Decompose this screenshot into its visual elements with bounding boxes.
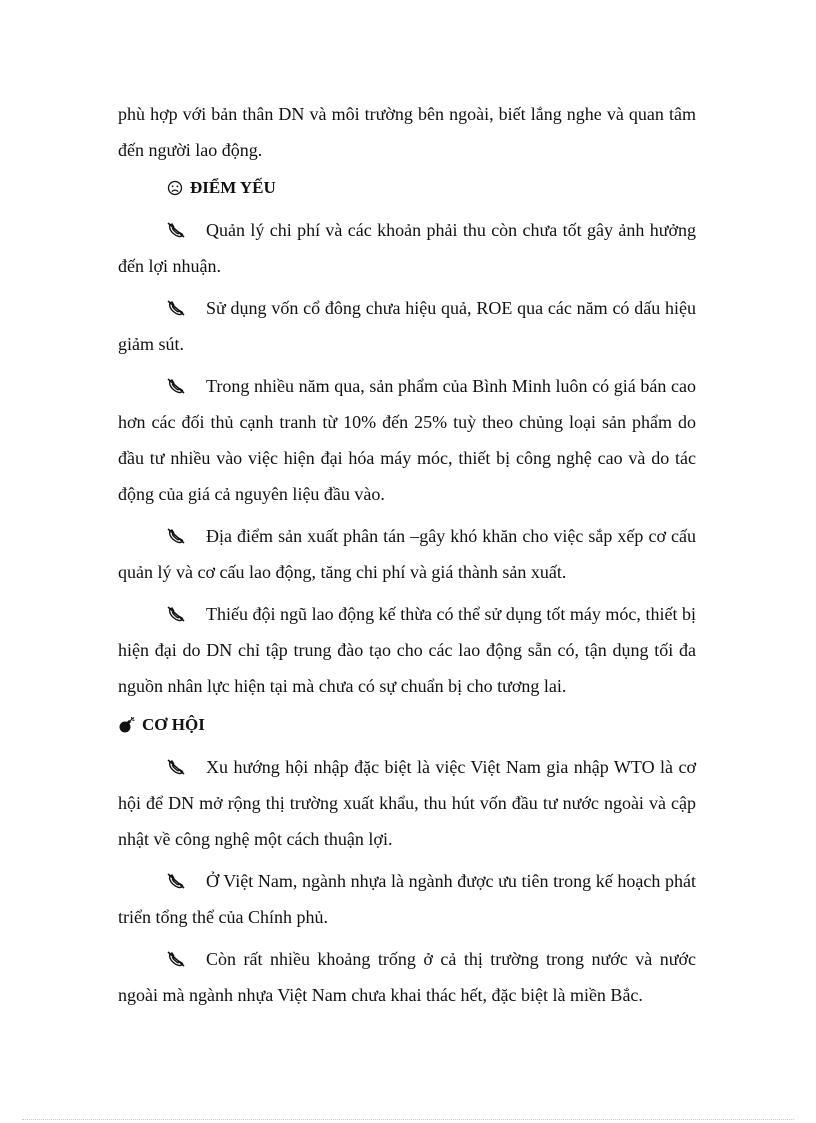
weakness-item — [118, 368, 696, 512]
weaknesses-title: ĐIỂM YẾU — [190, 178, 276, 197]
weakness-text: Trong nhiều năm qua, sản phẩm của Bình Minh luôn có giá bán cao hơn các đối thủ cạnh tranh từ 10% đến 25% tuỳ theo chủng loại sản phẩm do đầu tư nhiều vào việc hiện đại hóa máy móc, thiết bị công nghệ cao và do tác động của giá cả nguyên liệu đầu vào. — [118, 376, 696, 504]
weaknesses-heading — [118, 170, 696, 206]
slashed-telephone-icon — [166, 866, 186, 884]
page-bottom-divider — [22, 1119, 794, 1120]
slashed-telephone-icon — [166, 599, 186, 617]
opportunities-heading — [118, 707, 696, 743]
opportunities-title: CƠ HỘI — [142, 715, 205, 734]
intro-paragraph: phù hợp với bản thân DN và môi trường bên ngoài, biết lắng nghe và quan tâm đến người lao động. — [118, 104, 696, 160]
weakness-text: Quản lý chi phí và các khoản phải thu còn chưa tốt gây ảnh hưởng đến lợi nhuận. — [118, 220, 696, 276]
slashed-telephone-icon — [166, 215, 186, 233]
frown-face-icon — [166, 179, 184, 197]
slashed-telephone-icon — [166, 944, 186, 962]
weakness-text: Thiếu đội ngũ lao động kế thừa có thể sử dụng tốt máy móc, thiết bị hiện đại do DN chỉ tập trung đào tạo cho các lao động sẵn có, tận dụng tối đa nguồn nhân lực hiện tại mà chưa có sự chuẩn bị cho tương lai. — [118, 604, 696, 696]
slashed-telephone-icon — [166, 752, 186, 770]
weakness-text: Sử dụng vốn cổ đông chưa hiệu quả, ROE qua các năm có dấu hiệu giảm sút. — [118, 298, 696, 354]
slashed-telephone-icon — [166, 371, 186, 389]
opportunity-item — [118, 941, 696, 1013]
weakness-item — [118, 290, 696, 362]
bomb-icon — [118, 716, 136, 734]
opportunity-text: Ở Việt Nam, ngành nhựa là ngành được ưu tiên trong kế hoạch phát triển tổng thể của Chính phủ. — [118, 871, 696, 927]
opportunity-item — [118, 863, 696, 935]
weakness-text: Địa điểm sản xuất phân tán –gây khó khăn cho việc sắp xếp cơ cấu quản lý và cơ cấu lao động, tăng chi phí và giá thành sản xuất. — [118, 526, 696, 582]
weakness-item — [118, 518, 696, 590]
opportunity-text: Còn rất nhiều khoảng trống ở cả thị trường trong nước và nước ngoài mà ngành nhựa Việt Nam chưa khai thác hết, đặc biệt là miền Bắc. — [118, 949, 696, 1005]
weakness-item — [118, 596, 696, 704]
opportunity-item — [118, 749, 696, 857]
slashed-telephone-icon — [166, 293, 186, 311]
slashed-telephone-icon — [166, 521, 186, 539]
opportunity-text: Xu hướng hội nhập đặc biệt là việc Việt Nam gia nhập WTO là cơ hội để DN mở rộng thị trường xuất khẩu, thu hút vốn đầu tư nước ngoài và cập nhật về công nghệ một cách thuận lợi. — [118, 757, 696, 849]
weakness-item — [118, 212, 696, 284]
document-page — [118, 96, 696, 1013]
